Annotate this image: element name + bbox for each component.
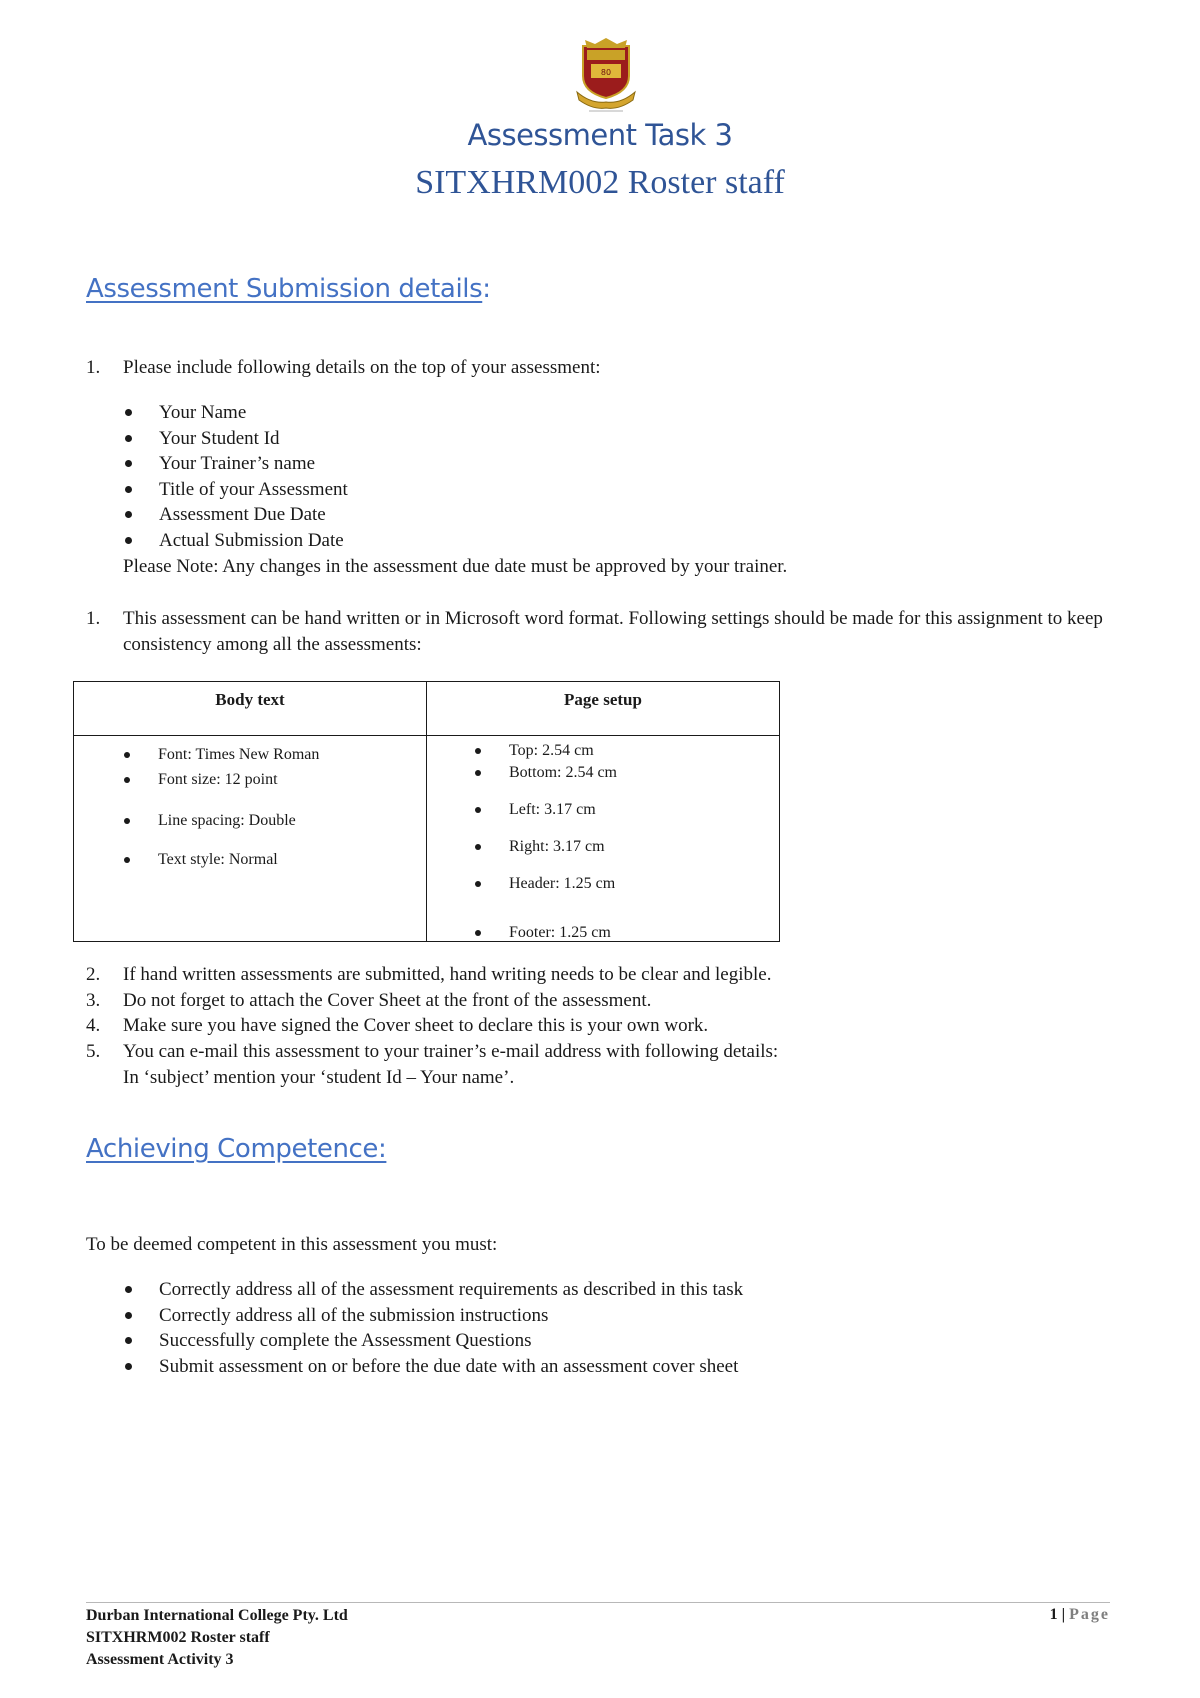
list-item: Correctly address all of the assessment requirements as described in this task (123, 1277, 743, 1303)
list-item: Right: 3.17 cm (475, 838, 605, 856)
page-number: 1 (1049, 1606, 1058, 1623)
instruction-text: You can e-mail this assessment to your trainer’s e-mail address with following details: (123, 1041, 779, 1062)
list-number: 2. (86, 964, 101, 985)
footer-divider (86, 1602, 1110, 1603)
column-header-body-text: Body text (74, 682, 427, 736)
footer-page-number (1050, 1606, 1110, 1624)
instruction-text: Make sure you have signed the Cover sheet to declare this is your own work. (123, 1015, 709, 1036)
instruction-text: Do not forget to attach the Cover Sheet at the front of the assessment. (123, 990, 652, 1011)
instruction-text: Please include following details on the top of your assessment: (123, 357, 601, 378)
instruction-text: If hand written assessments are submitted, hand writing needs to be clear and legible. (123, 964, 772, 985)
table-row (74, 736, 780, 942)
list-item: Bottom: 2.54 cm (475, 764, 617, 782)
list-item: Successfully complete the Assessment Questions (123, 1328, 743, 1354)
list-item: Submit assessment on or before the due date with an assessment cover sheet (123, 1354, 743, 1380)
format-settings-table (73, 681, 780, 942)
list-item: Your Name (123, 400, 348, 426)
due-date-note: Please Note: Any changes in the assessment due date must be approved by your trainer. (123, 556, 788, 577)
list-number: 3. (86, 990, 101, 1011)
list-number: 1. (86, 357, 101, 378)
list-item: Title of your Assessment (123, 477, 348, 503)
document-title: Assessment Task 3 (467, 118, 733, 152)
list-number: 1. (86, 608, 101, 629)
email-subject-instruction: In ‘subject’ mention your ‘student Id – Your name’. (123, 1067, 515, 1088)
page-setup-cell (427, 736, 780, 942)
format-instruction-text: This assessment can be hand written or in Microsoft word format. Following settings should be made for this assignment to keep consistency among all the assessments: (123, 608, 1103, 655)
submission-heading-text: Assessment Submission details (86, 274, 483, 304)
page-separator: | (1061, 1606, 1066, 1623)
list-item: Your Student Id (123, 426, 348, 452)
document-subtitle: SITXHRM002 Roster staff (415, 164, 785, 201)
required-details-list (123, 400, 348, 553)
list-item: Correctly address all of the submission instructions (123, 1303, 743, 1329)
list-item: Top: 2.54 cm (475, 742, 594, 760)
list-item: Text style: Normal (124, 851, 278, 869)
list-item: Line spacing: Double (124, 812, 296, 830)
list-item: Your Trainer’s name (123, 451, 348, 477)
list-item: Font size: 12 point (124, 771, 278, 789)
list-item: Assessment Due Date (123, 502, 348, 528)
list-item: Actual Submission Date (123, 528, 348, 554)
competence-requirements-list (123, 1277, 743, 1379)
college-crest-logo (575, 36, 637, 112)
submission-heading-colon: : (482, 274, 491, 304)
list-item: Font: Times New Roman (124, 746, 319, 764)
svg-text:80: 80 (600, 68, 612, 77)
footer-activity-name: Assessment Activity 3 (86, 1651, 234, 1668)
list-item: Header: 1.25 cm (475, 875, 615, 893)
page-label: Page (1069, 1606, 1110, 1623)
table-header-row (74, 682, 780, 736)
footer-unit-name: SITXHRM002 Roster staff (86, 1629, 270, 1646)
body-text-cell (74, 736, 427, 942)
footer-college-name: Durban International College Pty. Ltd (86, 1607, 348, 1624)
column-header-page-setup: Page setup (427, 682, 780, 736)
competence-intro: To be deemed competent in this assessment you must: (86, 1234, 498, 1255)
list-number: 5. (86, 1041, 101, 1062)
submission-details-heading (86, 274, 491, 304)
list-item: Footer: 1.25 cm (475, 924, 611, 942)
list-item: Left: 3.17 cm (475, 801, 596, 819)
list-number: 4. (86, 1015, 101, 1036)
competence-heading-text: Achieving Competence: (86, 1134, 387, 1164)
achieving-competence-heading (86, 1134, 386, 1164)
